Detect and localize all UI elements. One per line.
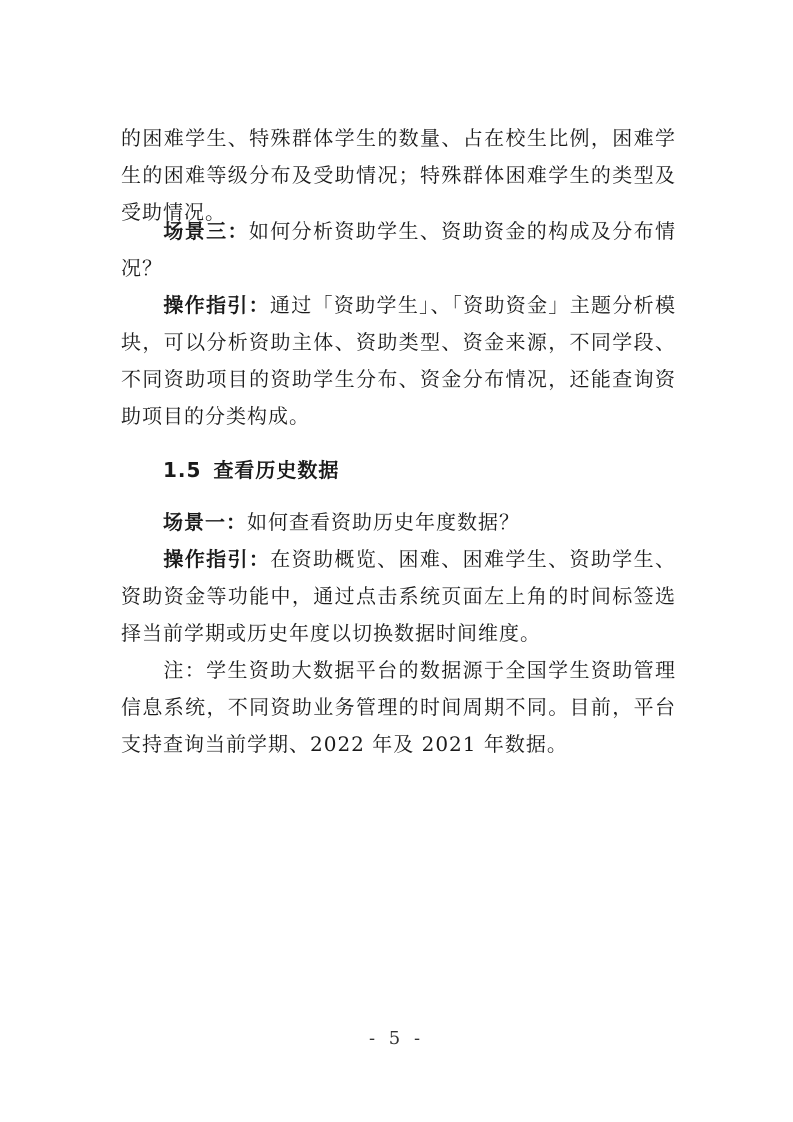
paragraph-text: 在资助概览、困难、困难学生、资助学生、资助资金等功能中，通过点击系统页面左上角的时间标签选择当前学期或历史年度以切换数据时间维度。 (121, 547, 676, 645)
note-text: 注：学生资助大数据平台的数据源于全国学生资助管理信息系统，不同资助业务管理的时间周期不同。目前，平台支持查询当前学期、2022 年及 2021 年数据。 (121, 658, 676, 756)
scenario-label: 场景三： (163, 219, 249, 243)
paragraph-text: 如何分析资助学生、资助资金的构成及分布情况？ (121, 219, 676, 280)
section-title: 查看历史数据 (213, 458, 340, 482)
paragraph-scenario-one (121, 504, 676, 541)
guide-label: 操作指引： (163, 547, 271, 571)
paragraph-text: 如何查看资助历史年度数据？ (247, 510, 520, 534)
paragraph-text: 通过「资助学生」、「资助资金」主题分析模块，可以分析资助主体、资助类型、资金来源，不同学段、不同资助项目的资助学生分布、资金分布情况，还能查询资助项目的分类构成。 (121, 293, 677, 428)
paragraph-note (121, 652, 676, 763)
guide-label: 操作指引： (163, 293, 270, 317)
paragraph-text: 的困难学生、特殊群体学生的数量、占在校生比例，困难学生的困难等级分布及受助情况；特殊群体困难学生的类型及受助情况。 (121, 126, 676, 224)
paragraph-guide-three (121, 287, 676, 435)
section-heading (163, 452, 339, 489)
paragraph-guide-one (121, 541, 676, 652)
paragraph-scenario-three (121, 213, 676, 287)
page-number: - 5 - (368, 1028, 425, 1049)
scenario-label: 场景一： (163, 510, 247, 534)
section-number: 1.5 (163, 458, 202, 482)
